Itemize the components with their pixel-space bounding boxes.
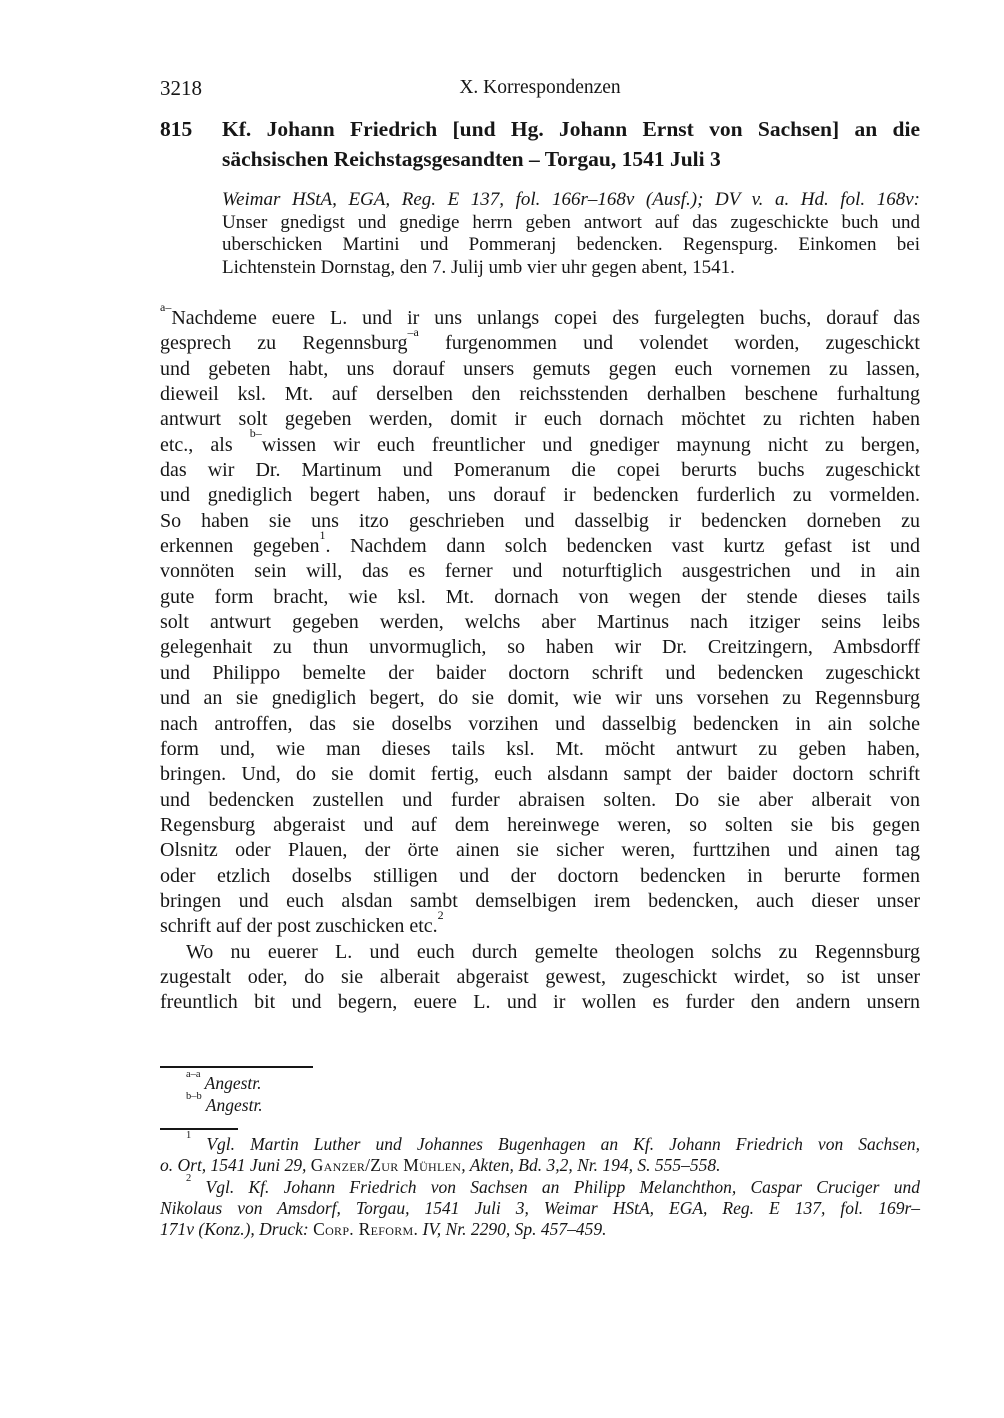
text-line: gesprech zu Regennsburg$^{-a}$ furgenommen und volendet worden, zugeschickt — [160, 324, 920, 355]
body-paragraph-2 — [160, 940, 920, 1016]
footnote-line: $^2$ Vgl. Kf. Johann Friedrich von Sachsen an Philipp Melanchthon, Caspar Cruciger und — [186, 1172, 920, 1197]
text-line: das wir Dr. Martinum und Pomeranum die copei berurts buchs zugeschickt — [160, 459, 920, 482]
text-line: zugestalt oder, do sie alberait abgeraist gewest, zugeschickt wirdet, so ist unser — [160, 965, 920, 988]
entry-heading — [160, 114, 920, 174]
apparatus-note-line: $^{b-b}$ Angestr. — [186, 1091, 263, 1115]
text-line: Lichtenstein Dornstag, den 7. Julij umb vier uhr gegen abent, 1541. — [222, 256, 735, 278]
footnote-list — [160, 1130, 920, 1240]
text-line: uberschicken Martini und Pommeranj bedencken. Regenspurg. Einkomen bei — [222, 234, 920, 256]
text-line: Olsnitz oder Plauen, der örte ainen sie sicher weren, furttzihen und ainen tag — [160, 839, 920, 862]
apparatus-separator-rule — [160, 1066, 313, 1068]
text-line: $^{a-}$Nachdeme euere L. und ir uns unlangs copei des furgelegten buchs, dorauf das — [160, 299, 920, 329]
source-note — [222, 189, 920, 279]
text-line: sächsischen Reichstagsgesandten – Torgau, 1541 Juli 3 — [222, 147, 721, 171]
text-line: gute form bracht, wie ksl. Mt. dornach von wegen der stende dieses tails — [160, 585, 920, 608]
text-line: und Philippo bemelte der baider doctorn schrift und bedencken zugeschickt — [160, 661, 920, 684]
text-line: form und, wie man dieses tails ksl. Mt. möcht antwurt zu geben haben, — [160, 737, 920, 760]
text-line: und gebeten habt, uns dorauf unsers gemuts gegen euch vornemen zu lassen, — [160, 357, 920, 380]
footnote-line: Nikolaus von Amsdorf, Torgau, 1541 Juli 3, Weimar HStA, EGA, Reg. E 137, fol. 169r– — [160, 1197, 920, 1218]
footnote-line: o. Ort, 1541 Juni 29, Ganzer/Zur Mühlen, Akten, Bd. 3,2, Nr. 194, S. 555–558. — [160, 1155, 721, 1176]
footnote-line: $^1$ Vgl. Martin Luther und Johannes Bugenhagen an Kf. Johann Friedrich von Sachsen, — [186, 1130, 920, 1154]
footnote-separator-rule — [160, 1128, 238, 1130]
text-line: und bedencken zustellen und furder abraisen solten. Do sie aber alberait von — [160, 788, 920, 811]
footnote-1 — [160, 1130, 920, 1177]
text-line: Wo nu euerer L. und euch durch gemelte theologen solchs zu Regennsburg — [186, 940, 920, 963]
text-line: erkennen gegeben$^1$. Nachdem dann solch bedencken vast kurtz gefast ist und — [160, 527, 920, 558]
footnote-2 — [160, 1172, 920, 1241]
text-line: Regensburg abgeraist und auf dem hereinwege weren, so solten sie bis gegen — [160, 813, 920, 836]
text-line: oder etzlich doselbs stilligen und der doctorn bedencken in berurte formen — [160, 864, 920, 887]
entry-title — [222, 114, 920, 174]
text-line: etc., als $^{b-}$wissen wir euch freuntlicher und gnediger maynung nicht zu bergen, — [160, 426, 920, 456]
text-line: So haben sie uns itzo geschrieben und dasselbig ir bedencken dorneben zu — [160, 509, 920, 532]
text-line: und an sie gnediglich begert, do sie domit, wie wir uns vorsehen zu Regennsburg — [160, 687, 920, 710]
text-line: bringen. Und, do sie domit fertig, euch alsdann sampt der baider doctorn schrift — [160, 763, 920, 786]
text-line: schrift auf der post zuschicken etc.$^2$ — [160, 907, 444, 938]
text-line: freuntlich bit und begern, euere L. und ir wollen es furder den andern unsern — [160, 991, 920, 1014]
text-line: und gnediglich begert haben, uns dorauf ir bedencken furderlich zu vormelden. — [160, 484, 920, 507]
text-line: Unser gnedigst und gnedige herrn geben antwort auf das zugeschickte buch und — [222, 211, 920, 233]
text-line: antwurt solt gegeben werden, domit ir euch dornach möchtet zu richten haben — [160, 408, 920, 431]
text-line: solt antwurt gegeben werden, welchs aber Martinus nach itziger seins leibs — [160, 611, 920, 634]
text-line: gelegenhait zu thun unvormuglich, so haben wir Dr. Creitzingern, Ambsdorff — [160, 636, 920, 659]
text-line: Kf. Johann Friedrich [und Hg. Johann Ernst von Sachsen] an die — [222, 117, 920, 141]
text-line: vonnöten sein will, das es ferner und noturftiglich ausgestrichen und in ain — [160, 560, 920, 583]
body-paragraph-1 — [160, 299, 920, 940]
text-line: Weimar HStA, EGA, Reg. E 137, fol. 166r–168v (Ausf.); DV v. a. Hd. fol. 168v: — [222, 189, 920, 210]
text-line: nach antroffen, das sie doselbs vorzihen und dasselbig bedencken in ain solche — [160, 712, 920, 735]
footnote-line: 171v (Konz.), Druck: Corp. Reform. IV, Nr. 2290, Sp. 457–459. — [160, 1219, 607, 1240]
running-head: X. Korrespondenzen — [459, 77, 621, 98]
letter-body — [160, 299, 920, 1016]
apparatus-notes — [160, 1069, 920, 1116]
page-header — [160, 74, 920, 102]
text-line: bringen und euch alsdan sambt demselbigen irem bedencken, auch dieser unser — [160, 889, 920, 912]
text-line: dieweil ksl. Mt. auf derselben den reichsstenden derhalben beschene furhaltung — [160, 383, 920, 406]
page-number: 3218 — [160, 76, 202, 100]
apparatus-note-line: $^{a-a}$ Angestr. — [186, 1069, 262, 1093]
entry-number: 815 — [160, 117, 193, 141]
